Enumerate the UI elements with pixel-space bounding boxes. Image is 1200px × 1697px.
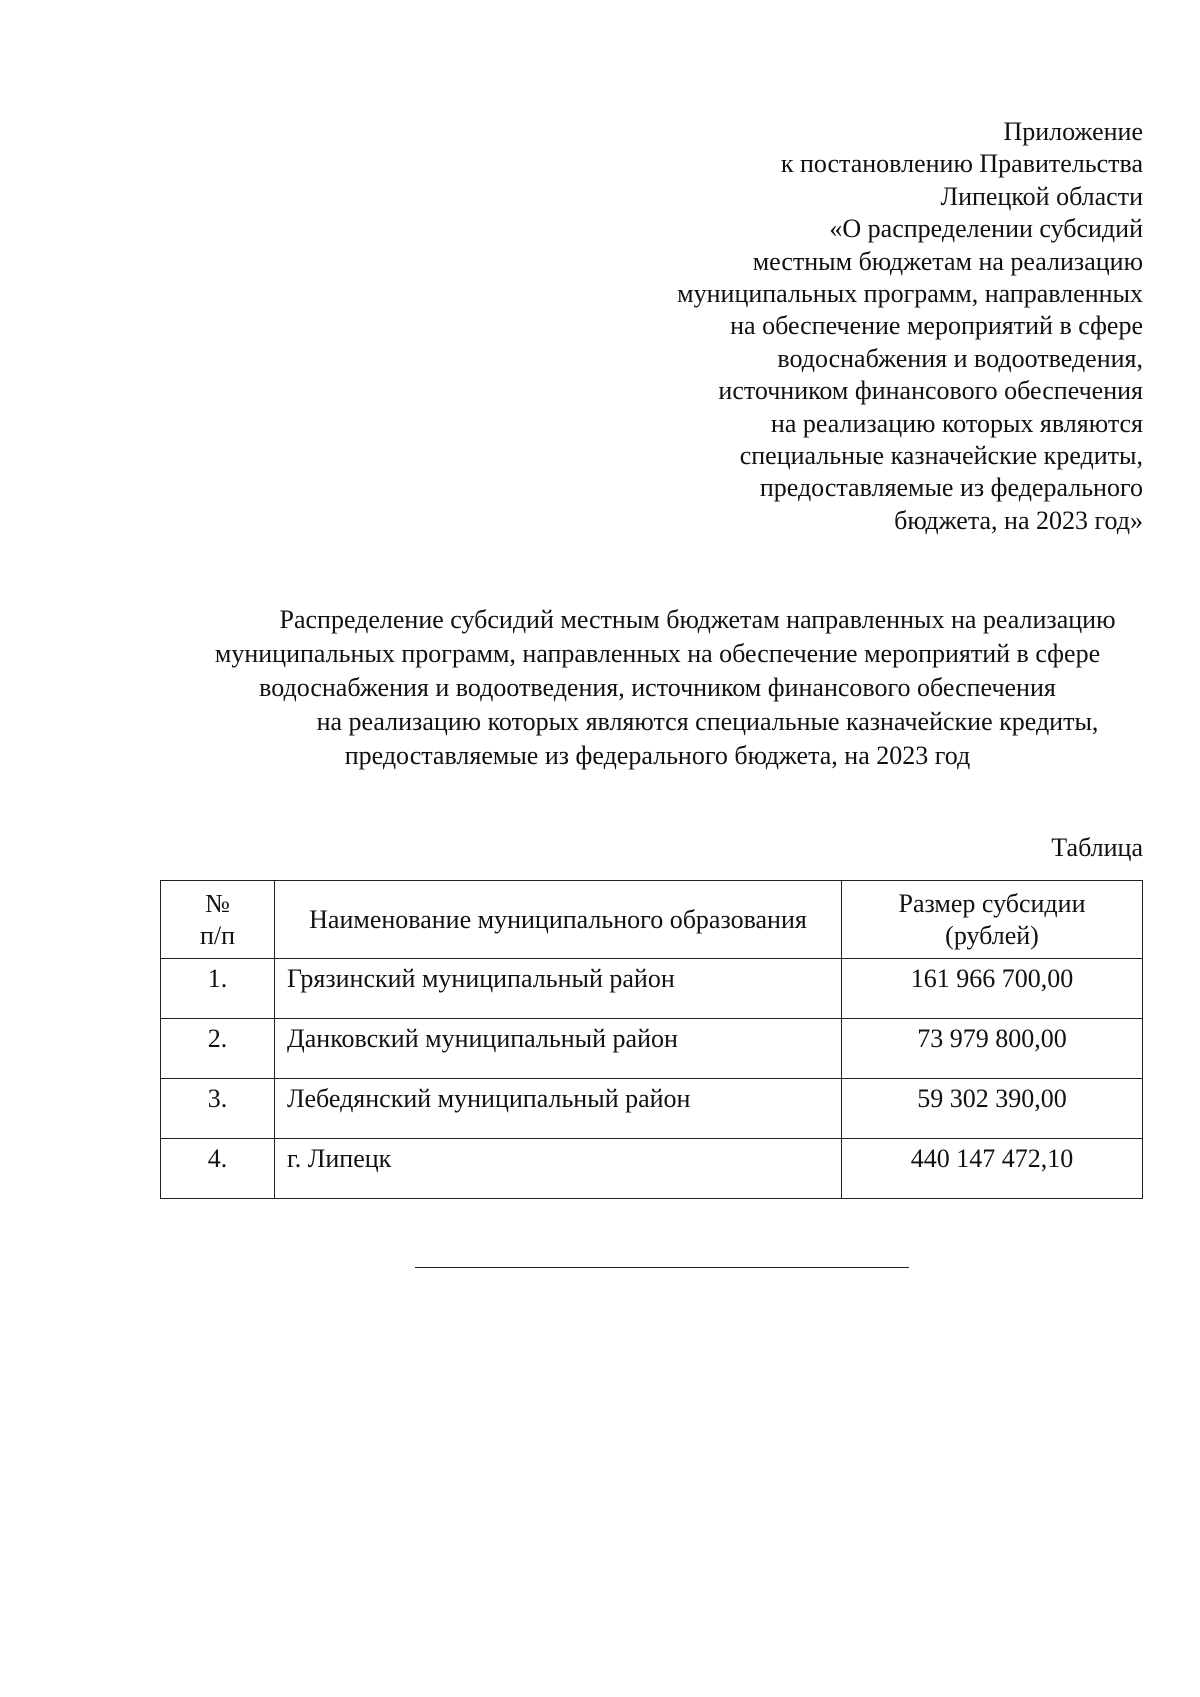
header-name: Наименование муниципального образования bbox=[275, 881, 842, 959]
appendix-header-line: муниципальных программ, направленных bbox=[677, 279, 1143, 309]
subsidy-table bbox=[160, 880, 1143, 1199]
row-amount: 59 302 390,00 bbox=[842, 1079, 1143, 1139]
row-amount: 161 966 700,00 bbox=[842, 959, 1143, 1019]
row-num: 2. bbox=[161, 1019, 275, 1079]
row-num: 3. bbox=[161, 1079, 275, 1139]
row-name: г. Липецк bbox=[275, 1139, 842, 1199]
appendix-header-line: на реализацию которых являются bbox=[770, 408, 1143, 438]
appendix-header-line: Приложение bbox=[1003, 117, 1143, 146]
document-title-line: Распределение субсидий местным бюджетам направленных на реализацию bbox=[279, 605, 1116, 634]
header-num bbox=[161, 881, 275, 959]
appendix-header-line: на обеспечение мероприятий в сфере bbox=[730, 311, 1143, 341]
row-num: 4. bbox=[161, 1139, 275, 1199]
row-amount: 440 147 472,10 bbox=[842, 1139, 1143, 1199]
row-amount: 73 979 800,00 bbox=[842, 1019, 1143, 1079]
header-amount-unit: (рублей) bbox=[945, 920, 1039, 950]
appendix-header-line: специальные казначейские кредиты, bbox=[739, 441, 1143, 471]
table-row bbox=[161, 1139, 1143, 1199]
row-name: Лебедянский муниципальный район bbox=[275, 1079, 842, 1139]
row-name: Грязинский муниципальный район bbox=[275, 959, 842, 1019]
appendix-header-line: местным бюджетам на реализацию bbox=[752, 246, 1143, 276]
appendix-header-line: источником финансового обеспечения bbox=[718, 376, 1143, 406]
header-num-abbrev: п/п bbox=[199, 920, 236, 950]
table-row bbox=[161, 1079, 1143, 1139]
header-amount-title: Размер субсидии bbox=[898, 888, 1086, 918]
footer-divider bbox=[415, 1267, 909, 1268]
header-num-symbol: № bbox=[205, 888, 230, 918]
appendix-header-line: «О распределении субсидий bbox=[829, 214, 1143, 244]
row-name: Данковский муниципальный район bbox=[275, 1019, 842, 1079]
appendix-header-line: предоставляемые из федерального bbox=[759, 473, 1143, 503]
document-title-line: предоставляемые из федерального бюджета, на 2023 год bbox=[344, 741, 971, 770]
row-num: 1. bbox=[161, 959, 275, 1019]
table-row bbox=[161, 959, 1143, 1019]
table-caption: Таблица bbox=[1051, 833, 1143, 862]
appendix-header bbox=[583, 116, 1143, 537]
document-title-line: на реализацию которых являются специальные казначейские кредиты, bbox=[316, 707, 1099, 736]
document-title-line: водоснабжения и водоотведения, источником финансового обеспечения bbox=[259, 673, 1056, 702]
document-title-line: муниципальных программ, направленных на обеспечение мероприятий в сфере bbox=[214, 639, 1101, 668]
appendix-header-line: бюджета, на 2023 год» bbox=[894, 505, 1143, 535]
table-row bbox=[161, 1019, 1143, 1079]
appendix-header-line: Липецкой области bbox=[940, 181, 1143, 211]
table-header-row bbox=[161, 881, 1143, 959]
appendix-header-line: водоснабжения и водоотведения, bbox=[777, 343, 1143, 373]
document-title bbox=[160, 603, 1155, 773]
appendix-header-line: к постановлению Правительства bbox=[780, 149, 1143, 179]
header-amount bbox=[842, 881, 1143, 959]
